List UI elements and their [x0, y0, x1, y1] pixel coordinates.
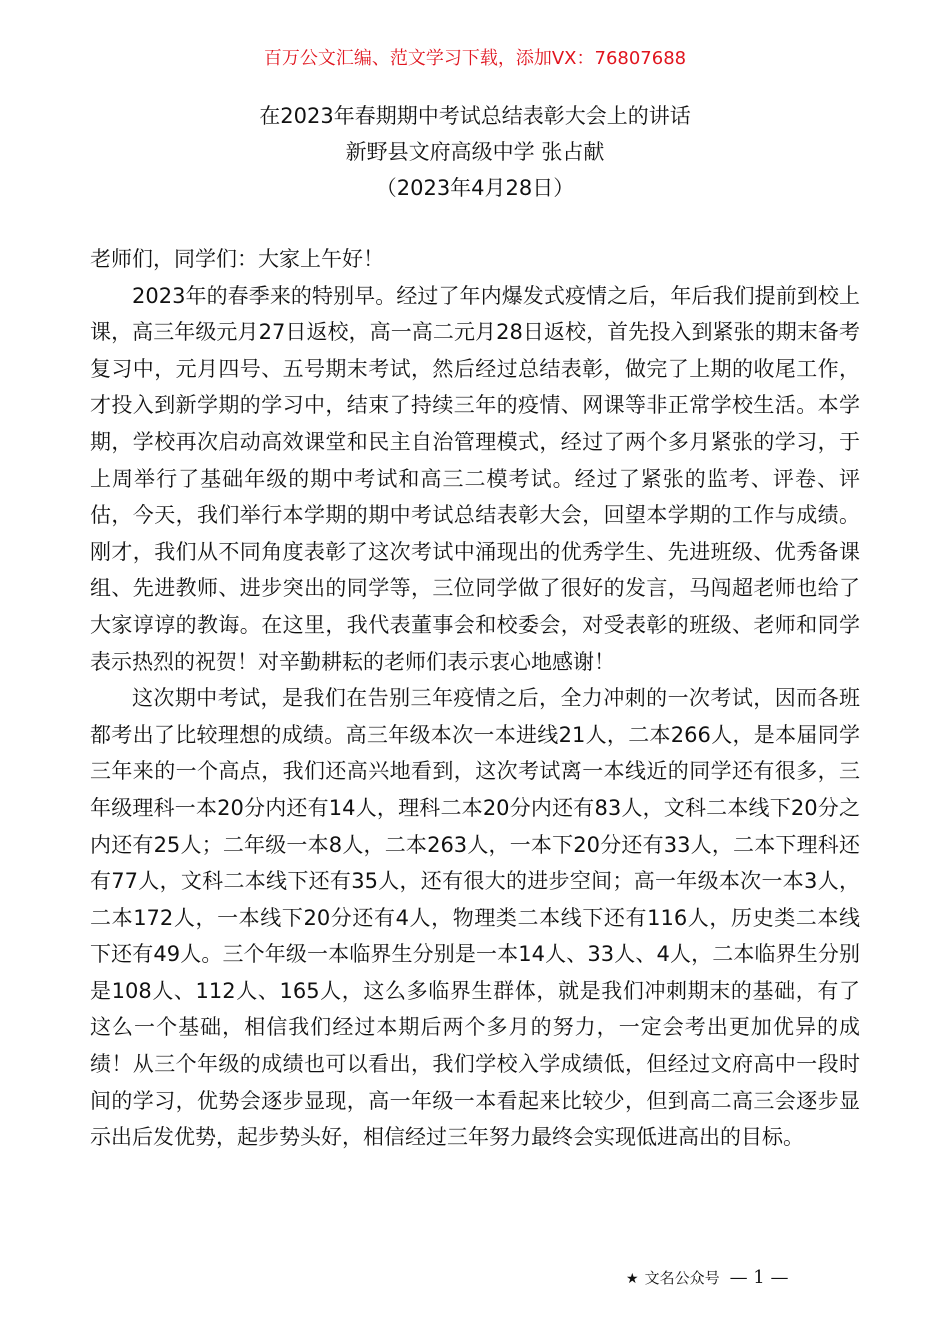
page-number: — 1 — [729, 1267, 789, 1288]
promo-banner: 百万公文汇编、范文学习下载，添加VX：76807688 [263, 48, 687, 69]
greeting: 老师们，同学们：大家上午好！ [90, 247, 384, 271]
date-line: （2023年4月28日） [375, 176, 575, 200]
title-block [0, 98, 950, 206]
footer-label: 文名公众号 [644, 1269, 720, 1287]
paragraph-1: 2023年的春季来的特别早。经过了年内爆发式疫情之后，年后我们提前到校上课，高三年级元月27日返校，高一高二元月28日返校，首先投入到紧张的期末备考复习中，元月四号、五号期末考试，然后经过总结表彰，做完了上期的收尾工作，才投入到新学期的学习中，结束了持续三年的疫情、网课等非正常学校生活。本学期，学校再次启动高效课堂和民主自治管理模式，经过了两个多月紧张的学习，于上周举行了基础年级的期中考试和高三二模考试。经过了紧张的监考、评卷、评估，今天，我们举行本学期的期中考试总结表彰大会，回望本学期的工作与成绩。刚才，我们从不同角度表彰了这次考试中涌现出的优秀学生、先进班级、优秀备课组、先进教师、进步突出的同学等，三位同学做了很好的发言，马闯超老师也给了大家谆谆的教诲。在这里，我代表董事会和校委会，对受表彰的班级、老师和同学表示热烈的祝贺！对辛勤耕耘的老师们表示衷心地感谢！ [90, 283, 860, 674]
page-footer [626, 1266, 788, 1291]
author-line: 新野县文府高级中学 张占献 [345, 140, 605, 164]
star-icon: ★ [626, 1271, 639, 1287]
paragraph-2: 这次期中考试，是我们在告别三年疫情之后，全力冲刺的一次考试，因而各班都考出了比较理想的成绩。高三年级本次一本进线21人，二本266人，是本届同学三年来的一个高点，我们还高兴地看到，这次考试离一本线近的同学还有很多，三年级理科一本20分内还有14人，理科二本20分内还有83人，文科二本线下20分之内还有25人；二年级一本8人，二本263人，一本下20分还有33人，二本下理科还有77人，文科二本线下还有35人，还有很大的进步空间；高一年级本次一本3人，二本172人，一本线下20分还有4人，物理类二本线下还有116人，历史类二本线下还有49人。三个年级一本临界生分别是一本14人、33人、4人，二本临界生分别是108人、112人、165人，这么多临界生群体，就是我们冲刺期末的基础，有了这么一个基础，相信我们经过本期后两个多月的努力，一定会考出更加优异的成绩！从三个年级的成绩也可以看出，我们学校入学成绩低，但经过文府高中一段时间的学习，优势会逐步显现，高一年级一本看起来比较少，但到高二高三会逐步显示出后发优势，起步势头好，相信经过三年努力最终会实现低进高出的目标。 [90, 686, 860, 1150]
speech-title: 在2023年春期期中考试总结表彰大会上的讲话 [259, 104, 691, 128]
speech-body [90, 241, 860, 1156]
